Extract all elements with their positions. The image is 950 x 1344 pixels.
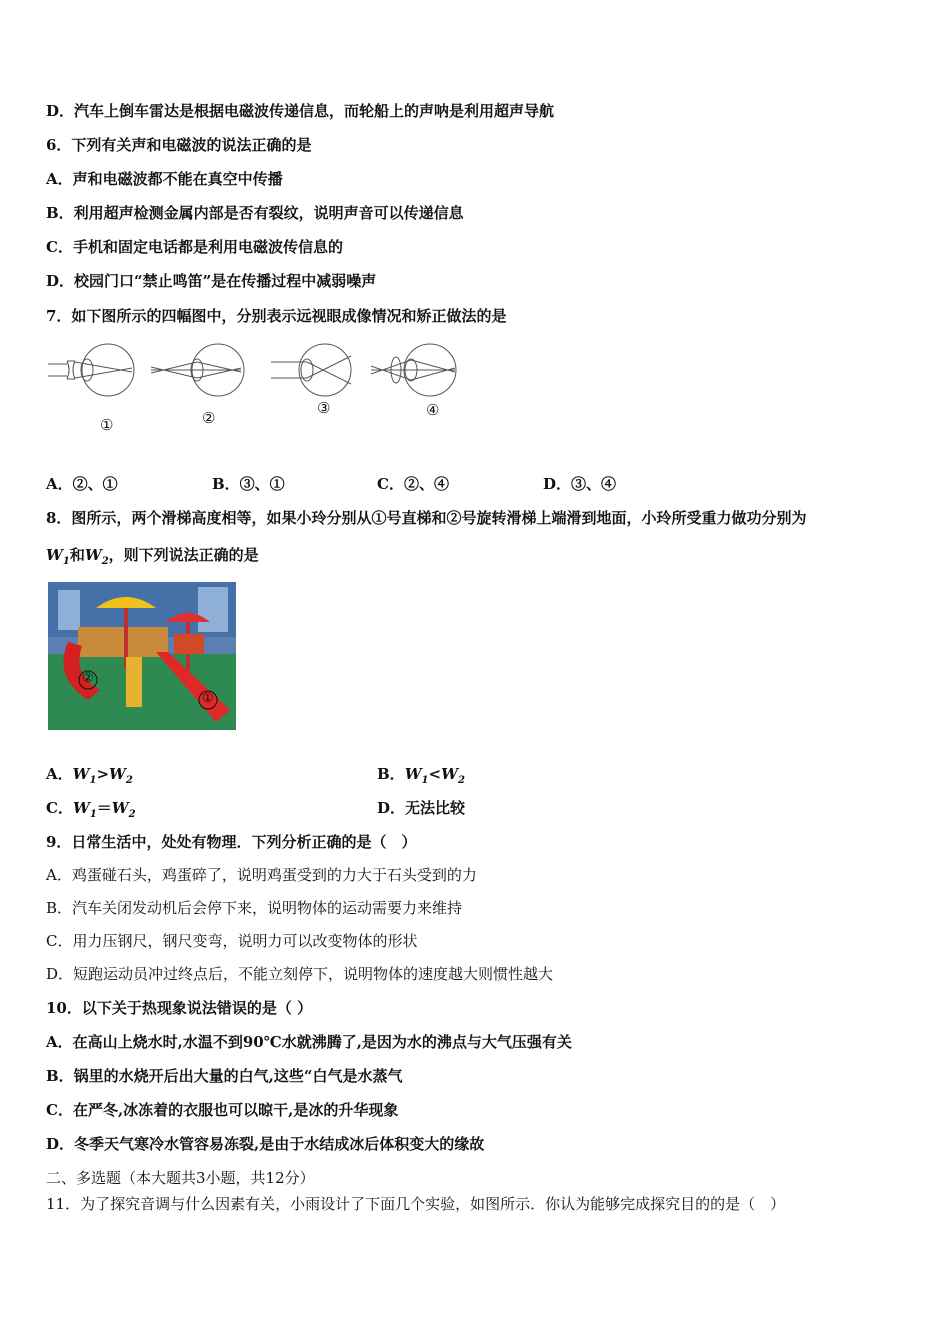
q9-option-b: B．汽车关闭发动机后会停下来，说明物体的运动需要力来维持: [46, 899, 463, 917]
eye-diagram-3: [271, 344, 351, 396]
q9-option-a: A．鸡蛋碰石头，鸡蛋碎了，说明鸡蛋受到的力大于石头受到的力: [46, 866, 477, 884]
q7-option-c: C．②、④: [377, 475, 449, 493]
q8-option-c: C．$W_1=W_2$: [46, 799, 136, 820]
q6-option-a: A．声和电磁波都不能在真空中传播: [46, 170, 283, 188]
eye-diagram-4: [371, 344, 456, 396]
q10-option-a: A．在高山上烧水时,水温不到90℃水就沸腾了,是因为水的沸点与大气压强有关: [46, 1033, 572, 1051]
eye-diagram-label-4: ④: [426, 401, 440, 419]
q9-stem: 9．日常生活中，处处有物理．下列分析正确的是（ ）: [46, 833, 417, 851]
slide-label-1: ①: [202, 691, 214, 706]
q8-option-a: A．$W_1>W_2$: [46, 765, 133, 786]
q7-option-a: A．②、①: [46, 475, 118, 493]
q11-stem: 11．为了探究音调与什么因素有关，小雨设计了下面几个实验，如图所示．你认为能够完成探究目的的是（ ）: [46, 1195, 786, 1213]
q6-option-d: D．校园门口“禁止鸣笛”是在传播过程中减弱噪声: [46, 272, 377, 290]
q7-stem: 7．如下图所示的四幅图中，分别表示远视眼成像情况和矫正做法的是: [46, 307, 507, 325]
q10-option-b: B．锅里的水烧开后出大量的白气,这些“白气是水蒸气: [46, 1067, 403, 1085]
q8-stem-cont: $W_1$和$W_2$，则下列说法正确的是: [46, 546, 259, 567]
var-w1: $W_1$: [46, 546, 70, 567]
q9-option-d: D．短跑运动员冲过终点后，不能立刻停下，说明物体的速度越大则惯性越大: [46, 965, 554, 983]
eye-diagram-2: [151, 344, 244, 396]
q5-option-d: D．汽车上倒车雷达是根据电磁波传递信息，而轮船上的声呐是利用超声导航: [46, 102, 555, 120]
q8-stem: 8．图所示，两个滑梯高度相等，如果小玲分别从①号直梯和②号旋转滑梯上端滑到地面，小玲所受重力做功分别为: [46, 509, 807, 527]
eye-diagram-label-1: ①: [100, 416, 114, 434]
eye-diagram-1: [48, 344, 134, 396]
q7-option-b: B．③、①: [212, 475, 285, 493]
playground-slide-photo: [48, 582, 236, 730]
q9-option-c: C．用力压钢尺，钢尺变弯，说明力可以改变物体的形状: [46, 932, 418, 950]
eye-diagram-label-3: ③: [317, 399, 331, 417]
q10-option-c: C．在严冬,冰冻着的衣服也可以晾干,是冰的升华现象: [46, 1101, 399, 1119]
q6-stem: 6．下列有关声和电磁波的说法正确的是: [46, 136, 312, 154]
section-2-heading: 二、多选题（本大题共3小题，共12分）: [46, 1169, 315, 1187]
q7-option-d: D．③、④: [543, 475, 617, 493]
var-w2: $W_2$: [84, 546, 109, 567]
slide-label-2: ②: [82, 671, 94, 686]
q10-stem: 10．以下关于热现象说法错误的是（ ）: [46, 999, 313, 1017]
eye-diagram-label-2: ②: [202, 409, 216, 427]
q10-option-d: D．冬季天气寒冷水管容易冻裂,是由于水结成冰后体积变大的缘故: [46, 1135, 485, 1153]
q8-option-b: B．$W_1<W_2$: [377, 765, 465, 786]
q6-option-b: B．利用超声检测金属内部是否有裂纹，说明声音可以传递信息: [46, 204, 464, 222]
q6-option-c: C．手机和固定电话都是利用电磁波传信息的: [46, 238, 343, 256]
q8-option-d: D．无法比较: [377, 799, 466, 817]
